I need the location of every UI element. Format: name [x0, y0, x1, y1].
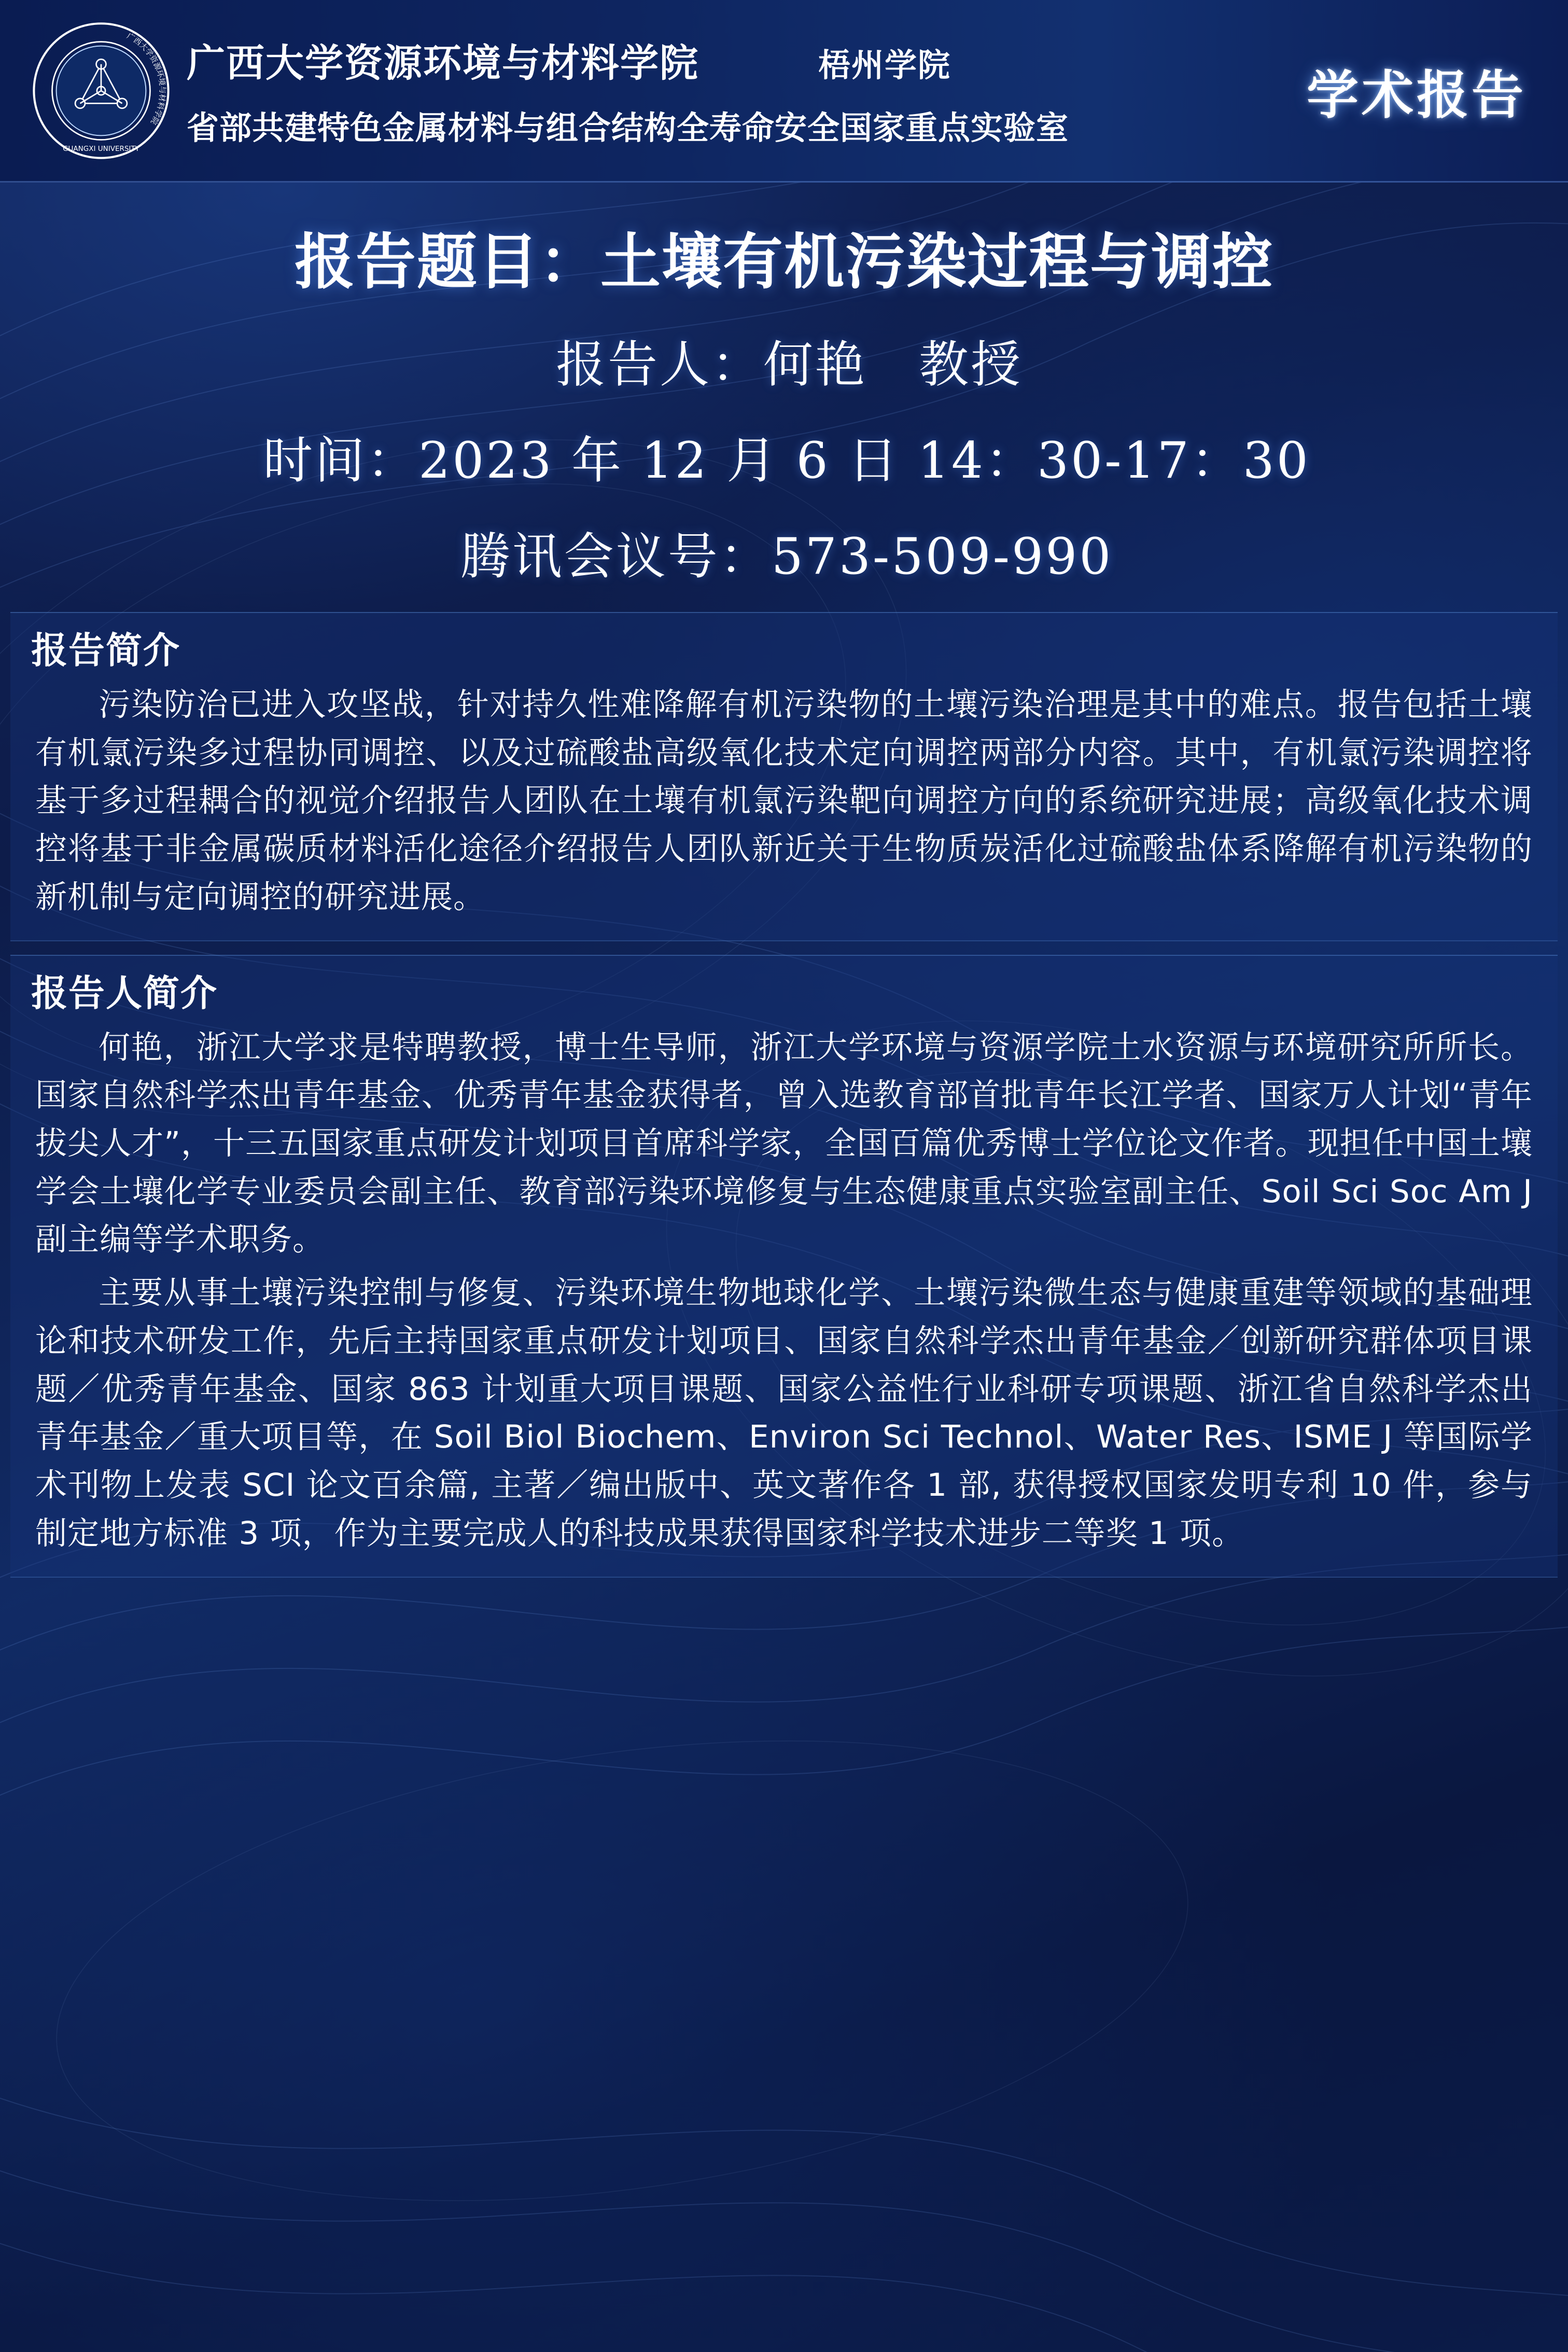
report-title: 报告题目：土壤有机污染过程与调控 — [295, 227, 1273, 297]
report-time: 时间：2023 年 12 月 6 日 14：30-17：30 — [263, 432, 1310, 490]
speaker-bio-section — [10, 955, 1558, 1578]
abstract-paragraph: 污染防治已进入攻坚战，针对持久性难降解有机污染物的土壤污染治理是其中的难点。报告包括土壤有机氯污染多过程协同调控、以及过硫酸盐高级氧化技术定向调控两部分内容。其中，有机氯污染调控将基于多过程耦合的视觉介绍报告人团队在土壤有机氯污染靶向调控方向的系统研究进展；高级氧化技术调控将基于非金属碳质材料活化途径介绍报告人团队新近关于生物质炭活化过硫酸盐体系降解有机污染物的新机制与定向调控的研究进展。 — [35, 686, 1533, 915]
header-text-group — [171, 33, 1307, 148]
header-cooperator-name: 梧州学院 — [818, 46, 951, 84]
university-emblem-icon — [31, 21, 171, 161]
meeting-id: 腾讯会议号：573-509-990 — [460, 527, 1113, 586]
academic-report-badge: 学术报告 — [1307, 64, 1527, 126]
bio-body — [10, 1020, 1558, 1577]
bio-paragraph: 主要从事土壤污染控制与修复、污染环境生物地球化学、土壤污染微生态与健康重建等领域的基础理论和技术研发工作，先后主持国家重点研发计划项目、国家自然科学杰出青年基金／创新研究群体项目课题／优秀青年基金、国家 863 计划重大项目课题、国家公益性行业科研专项课题、浙江省自然科学杰出青年基金／重大项目等，在 Soil Biol Biochem、Environ Sci Technol、Water Res、ISME J 等国际学术刊物上发表 SCI 论文百余篇, 主著／编出版中、英文著作各 1 部, 获得授权国家发明专利 10 件，参与制定地方标准 3 项，作为主要完成人的科技成果获得国家科学技术进步二等奖 1 项。 — [35, 1274, 1533, 1552]
poster-header — [0, 0, 1568, 183]
abstract-heading: 报告简介 — [31, 629, 180, 672]
report-speaker: 报告人：何艳 教授 — [556, 336, 1023, 394]
bio-paragraph: 何艳，浙江大学求是特聘教授，博士生导师，浙江大学环境与资源学院土水资源与环境研究所所长。国家自然科学杰出青年基金、优秀青年基金获得者，曾入选教育部首批青年长江学者、国家万人计划“青年拔尖人才”，十三五国家重点研发计划项目首席科学家，全国百篇优秀博士学位论文作者。现担任中国土壤学会土壤化学专业委员会副主任、教育部污染环境修复与生态健康重点实验室副主任、Soil Sci Soc Am J 副主编等学术职务。 — [35, 1028, 1533, 1258]
svg-text:广西大学资源环境与材料学院: 广西大学资源环境与材料学院 — [125, 31, 167, 126]
svg-text:GUANGXI UNIVERSITY: GUANGXI UNIVERSITY — [63, 144, 139, 153]
title-block — [0, 183, 1568, 593]
abstract-section — [10, 612, 1558, 941]
header-lab-name: 省部共建特色金属材料与组合结构全寿命安全国家重点实验室 — [187, 109, 1069, 147]
abstract-body — [10, 677, 1558, 940]
header-university-name: 广西大学资源环境与材料学院 — [187, 41, 699, 86]
bio-heading: 报告人简介 — [31, 971, 218, 1014]
